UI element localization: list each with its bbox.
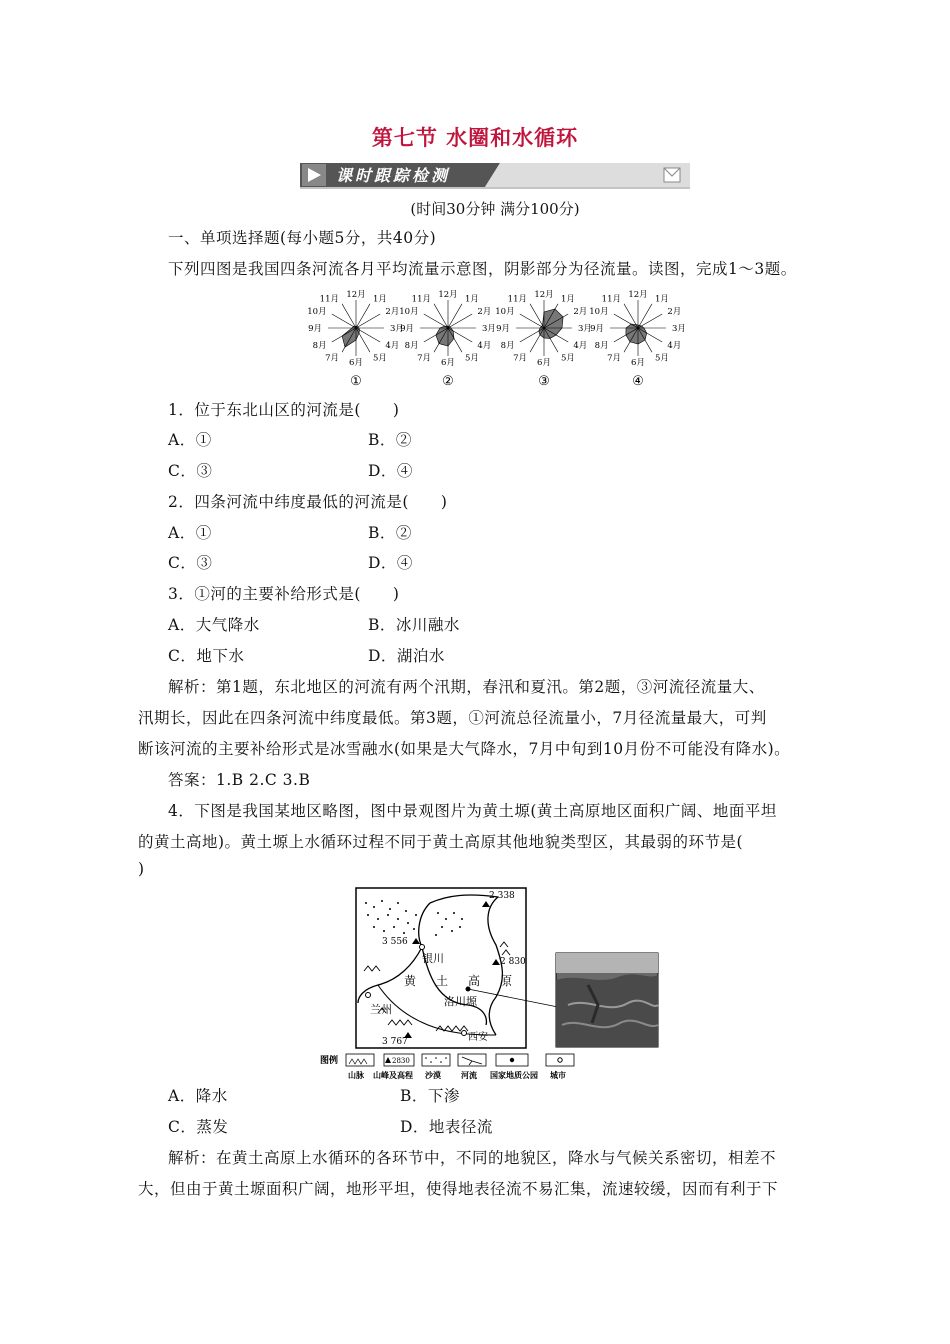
q2-option-b: B．②: [368, 524, 412, 542]
q2-option-d: D．④: [368, 554, 413, 572]
runoff-shading: [436, 326, 454, 346]
q4-option-a: A．降水: [168, 1087, 228, 1105]
month-label: 4月: [573, 341, 588, 351]
month-label: 1月: [373, 294, 387, 305]
month-axis: [356, 314, 380, 328]
region-char: 土: [436, 974, 449, 988]
month-label: 3月: [578, 324, 592, 334]
section-heading: 一、单项选择题(每小题5分，共40分): [168, 229, 437, 247]
q2-option-c: C．③: [168, 554, 213, 572]
loess-plateau-map: [318, 885, 663, 1080]
month-label: 8月: [500, 341, 515, 351]
q3-option-c: C．地下水: [168, 647, 245, 665]
month-label: 4月: [477, 341, 492, 351]
month-axis: [614, 314, 638, 328]
question-3-stem: 3．①河的主要补给形式是( ): [168, 585, 400, 603]
month-label: 10月: [307, 307, 327, 317]
month-label: 11月: [601, 294, 621, 305]
analysis-1-line-1: 解析：第1题，东北地区的河流有两个汛期，春汛和夏汛。第2题，③河流径流量大、: [168, 678, 765, 696]
month-axis: [424, 314, 448, 328]
legend-label: 河流: [461, 1070, 477, 1080]
region-char: 黄: [404, 974, 417, 988]
month-label: 2月: [477, 307, 492, 317]
analysis-2-line-1: 解析：在黄土高原上水循环的各环节中，不同的地貌区，降水与气候关系密切，相差不: [168, 1149, 777, 1167]
flow-rose-2: [399, 290, 496, 388]
city-label: 西安: [468, 1032, 488, 1043]
q1-option-a: A．①: [168, 431, 212, 449]
time-info: (时间30分钟 满分100分): [410, 200, 580, 218]
legend-label: 山峰及高程: [373, 1070, 413, 1080]
month-label: 5月: [373, 353, 387, 364]
month-label: 8月: [594, 341, 609, 351]
month-axis: [448, 304, 462, 328]
rose-label: ①: [350, 374, 362, 388]
q4-option-d: D．地表径流: [400, 1118, 493, 1136]
flow-rose-1: [307, 290, 404, 388]
month-label: 8月: [312, 341, 327, 351]
month-axis: [332, 314, 356, 328]
rose-label: ④: [632, 374, 644, 388]
question-4-stem-line-2: 的黄土高地)。黄土塬上水循环过程不同于黄土高原其他地貌类型区，其最弱的环节是(: [138, 833, 744, 851]
answer-1: 答案：1.B 2.C 3.B: [168, 771, 311, 789]
city-label: 兰州: [370, 1003, 392, 1016]
flow-rose-3: [495, 290, 592, 388]
month-label: 1月: [465, 294, 479, 305]
month-label: 11月: [411, 294, 431, 305]
month-label: 5月: [561, 353, 575, 364]
intro-text: 下列四图是我国四条河流各月平均流量示意图，阴影部分为径流量。读图，完成1～3题。: [168, 260, 797, 278]
month-label: 7月: [513, 353, 527, 364]
month-label: 6月: [349, 358, 363, 368]
month-axis: [356, 328, 370, 352]
month-label: 3月: [672, 324, 686, 334]
q3-option-b: B．冰川融水: [368, 616, 460, 634]
legend-title: 图例: [320, 1056, 339, 1066]
month-axis: [342, 304, 356, 328]
geopark-label: 洛川塬: [444, 995, 477, 1008]
question-4-stem-line-1: 4．下图是我国某地区略图，图中景观图片为黄土塬(黄土高原地区面积广阔、地面平坦: [168, 802, 777, 820]
river-flow-rose-figure: [300, 288, 700, 388]
q1-option-c: C．③: [168, 462, 213, 480]
month-label: 7月: [417, 353, 431, 364]
month-axis: [638, 314, 662, 328]
q1-option-b: B．②: [368, 431, 412, 449]
month-label: 10月: [589, 307, 609, 317]
month-label: 11月: [319, 294, 339, 305]
month-label: 6月: [631, 358, 645, 368]
month-axis: [434, 304, 448, 328]
month-label: 12月: [628, 290, 648, 300]
month-label: 2月: [667, 307, 682, 317]
question-4-stem-line-3: ): [138, 860, 145, 878]
analysis-1-line-2: 汛期长，因此在四条河流中纬度最低。第3题，①河流总径流量小，7月径流量最大，可判: [138, 709, 767, 727]
q4-option-b: B．下渗: [400, 1087, 460, 1105]
month-label: 9月: [400, 324, 414, 334]
month-label: 5月: [655, 353, 669, 364]
q4-option-c: C．蒸发: [168, 1118, 229, 1136]
elevation-label: 2 338: [489, 891, 515, 901]
month-label: 12月: [438, 290, 458, 300]
month-label: 4月: [667, 341, 682, 351]
month-axis: [638, 304, 652, 328]
region-char: 原: [500, 974, 513, 988]
flow-rose-4: [589, 290, 686, 388]
month-axis: [530, 328, 544, 352]
rose-label: ③: [538, 374, 550, 388]
month-axis: [448, 314, 472, 328]
region-char: 高: [468, 974, 481, 988]
month-label: 1月: [655, 294, 669, 305]
month-label: 6月: [537, 358, 551, 368]
month-label: 12月: [346, 290, 366, 300]
question-1-stem: 1．位于东北山区的河流是( ): [168, 401, 400, 419]
city-label: 银川: [422, 952, 444, 965]
q3-option-a: A．大气降水: [168, 616, 260, 634]
month-label: 2月: [385, 307, 400, 317]
rose-label: ②: [442, 374, 454, 388]
legend-label: 国家地质公园: [490, 1070, 538, 1080]
legend-label: 山脉: [348, 1070, 364, 1080]
legend-sample-elevation: 2830: [392, 1057, 410, 1065]
month-label: 12月: [534, 290, 554, 300]
month-axis: [530, 304, 544, 328]
month-label: 5月: [465, 353, 479, 364]
month-axis: [520, 314, 544, 328]
month-label: 10月: [399, 307, 419, 317]
elevation-label: 3 556: [382, 937, 408, 947]
month-label: 3月: [482, 324, 496, 334]
month-label: 9月: [590, 324, 604, 334]
elevation-label: 2 830: [500, 957, 526, 967]
month-axis: [356, 328, 380, 342]
analysis-2-line-2: 大，但由于黄土塬面积广阔，地形平坦，使得地表径流不易汇集，流速较缓，因而有利于下: [138, 1180, 779, 1198]
q2-option-a: A．①: [168, 524, 212, 542]
month-axis: [356, 304, 370, 328]
elevation-label: 3 767: [382, 1037, 408, 1047]
month-label: 8月: [404, 341, 419, 351]
month-label: 11月: [507, 294, 527, 305]
month-label: 7月: [325, 353, 339, 364]
legend-label: 沙漠: [425, 1070, 441, 1080]
section-banner: [300, 160, 690, 190]
month-label: 2月: [573, 307, 588, 317]
legend-label: 城市: [550, 1070, 566, 1080]
month-label: 6月: [441, 358, 455, 368]
month-label: 9月: [496, 324, 510, 334]
month-label: 10月: [495, 307, 515, 317]
question-2-stem: 2．四条河流中纬度最低的河流是( ): [168, 493, 448, 511]
q3-option-d: D．湖泊水: [368, 647, 445, 665]
month-label: 7月: [607, 353, 621, 364]
page-title: 第七节 水圈和水循环: [371, 125, 579, 150]
month-label: 4月: [385, 341, 400, 351]
month-label: 9月: [308, 324, 322, 334]
month-label: 1月: [561, 294, 575, 305]
banner-label: 课时跟踪检测: [336, 166, 451, 185]
month-label: 3月: [390, 324, 404, 334]
q1-option-d: D．④: [368, 462, 413, 480]
analysis-1-line-3: 断该河流的主要补给形式是冰雪融水(如果是大气降水，7月中旬到10月份不可能没有降水)。: [138, 740, 791, 758]
